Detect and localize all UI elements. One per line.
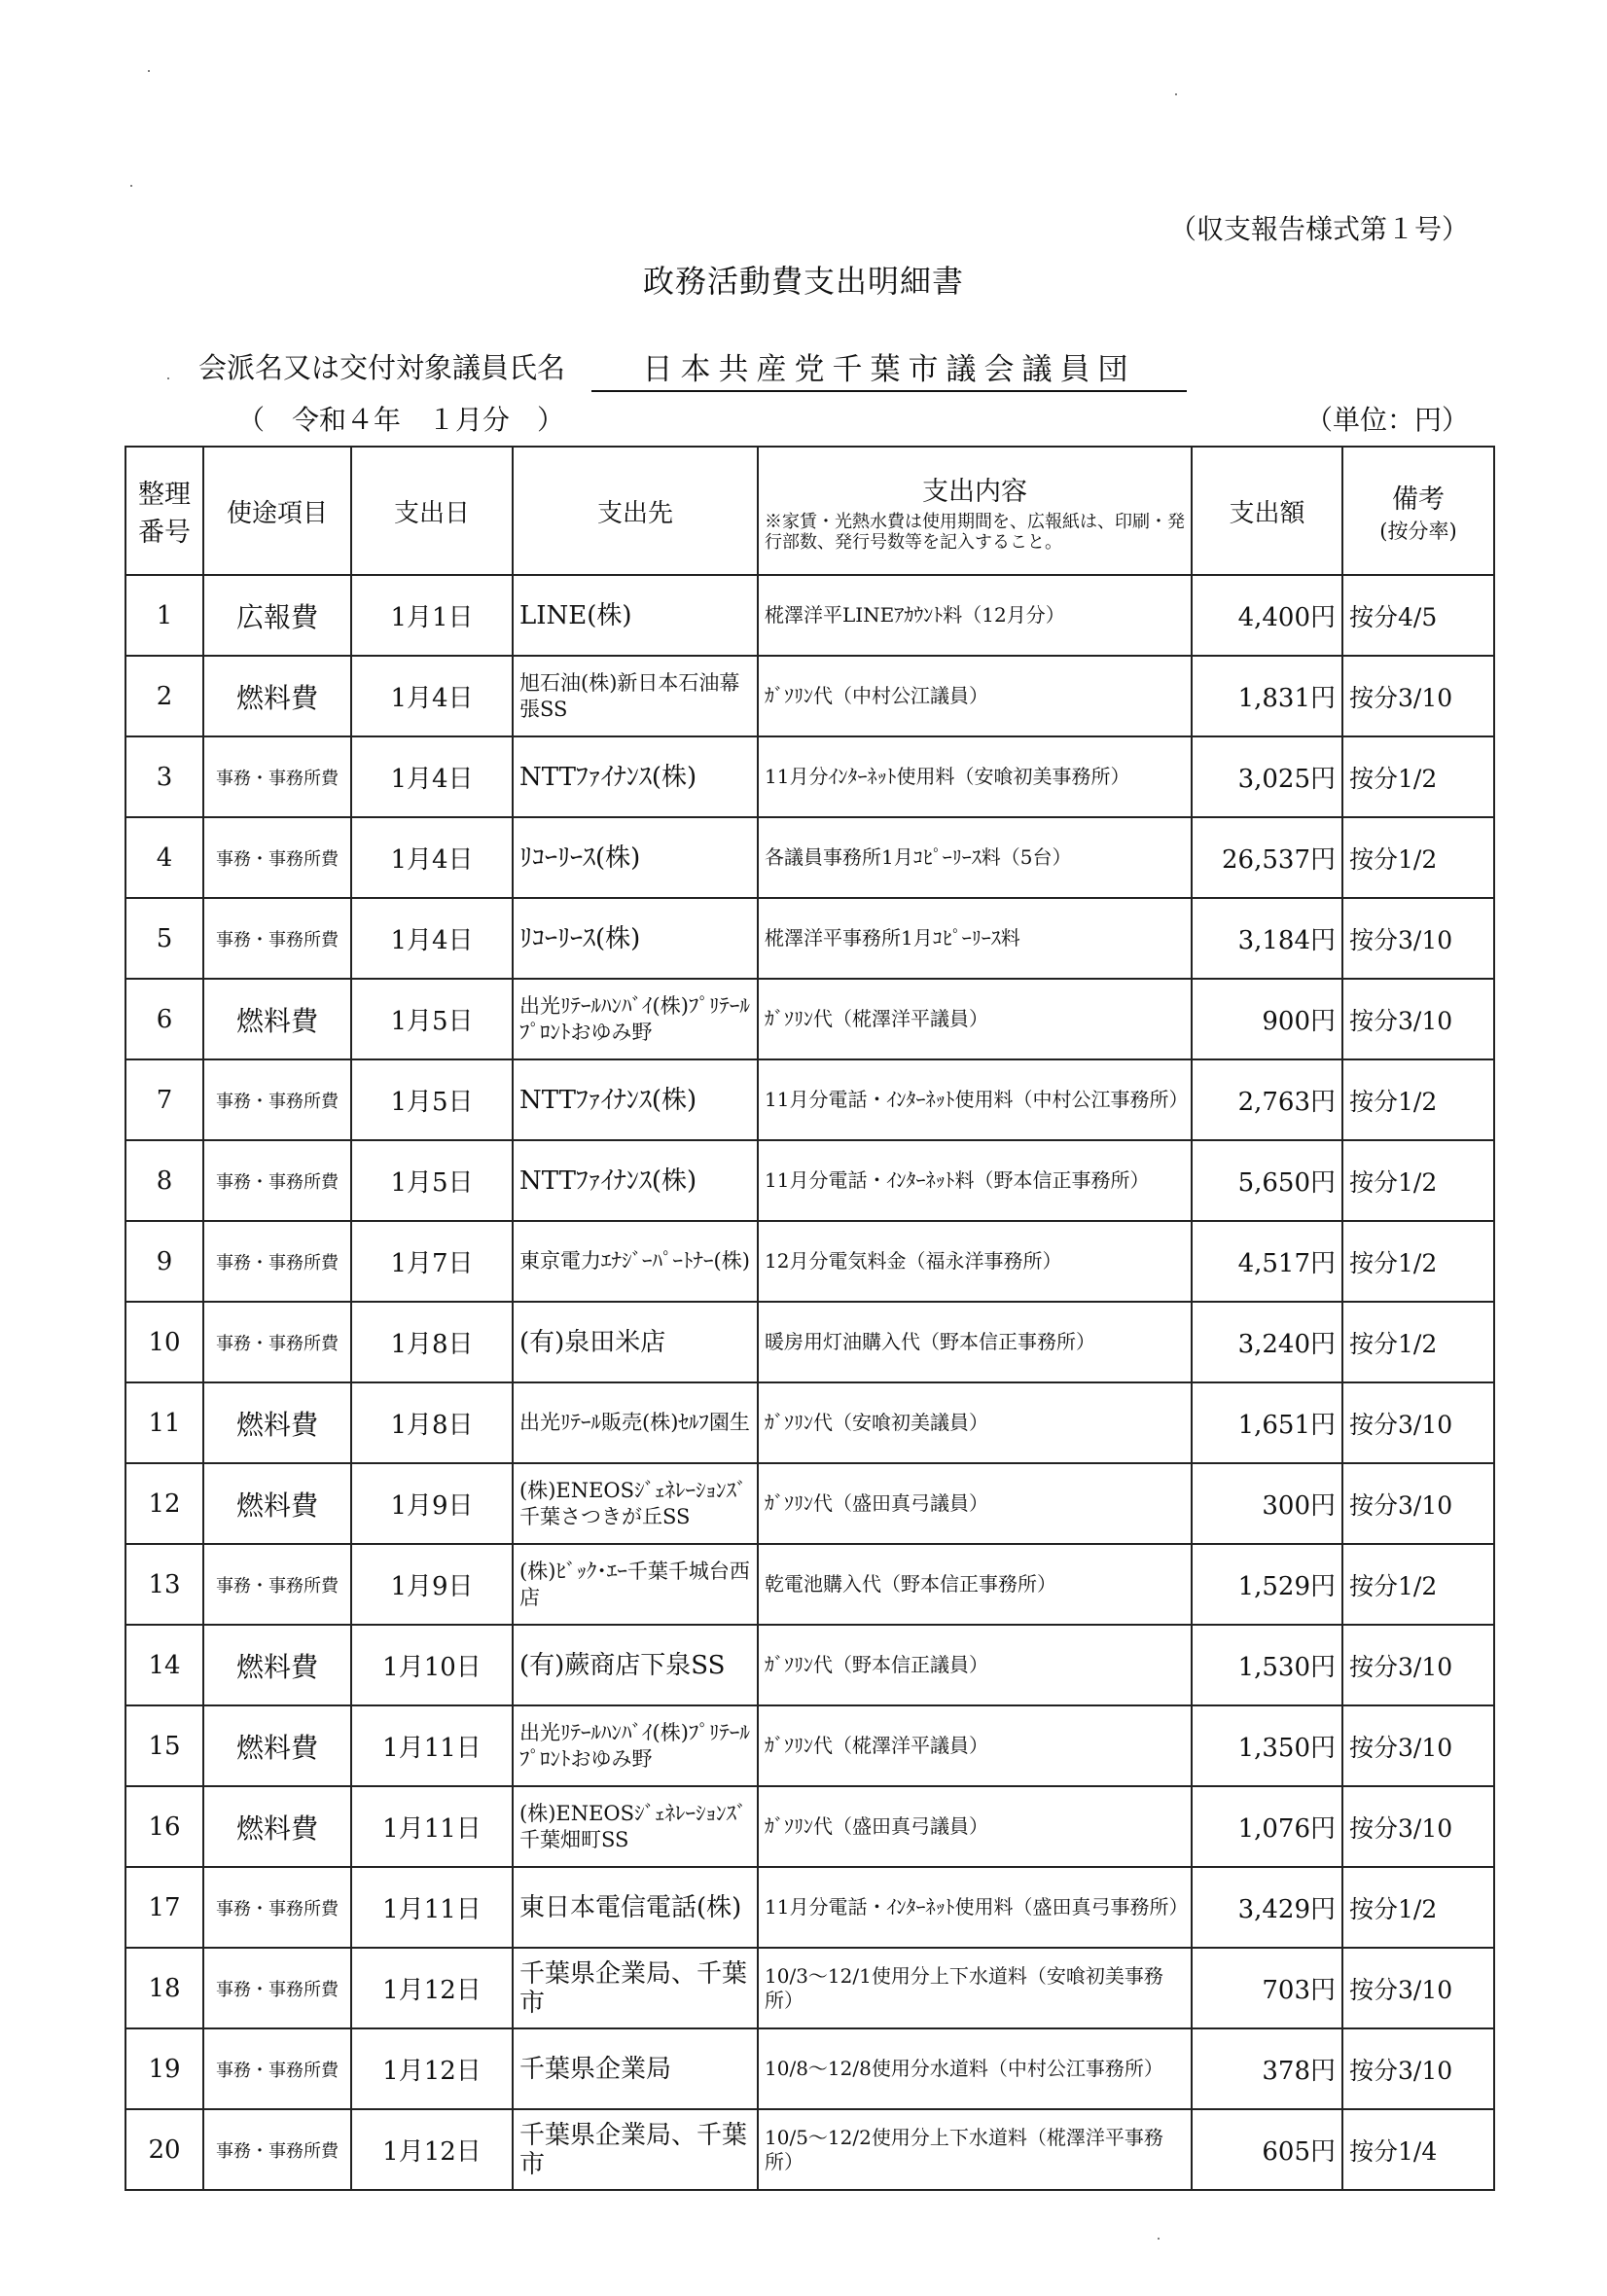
- row-note: 按分3/10: [1342, 1705, 1494, 1786]
- header-desc-note: ※家賃・光熱水費は使用期間を、広報紙は、印刷・発行部数、発行号数等を記入すること。: [765, 511, 1185, 553]
- header-desc: [758, 447, 1192, 575]
- row-number: 12: [125, 1463, 203, 1544]
- row-vendor: 出光ﾘﾃｰﾙﾊﾝﾊﾞｲ(株)ﾌﾟﾘﾃｰﾙﾌﾟﾛﾝﾄおゆみ野: [513, 1705, 758, 1786]
- row-number: 2: [125, 656, 203, 736]
- table-row: [125, 656, 1494, 736]
- scan-speck: [148, 70, 150, 72]
- row-category: 事務・事務所費: [203, 1867, 351, 1948]
- row-description: 11月分電話・ｲﾝﾀｰﾈｯﾄ使用料（中村公江事務所）: [758, 1059, 1192, 1140]
- row-description: ｶﾞｿﾘﾝ代（野本信正議員）: [758, 1625, 1192, 1705]
- row-vendor: 旭石油(株)新日本石油幕張SS: [513, 656, 758, 736]
- row-category: 事務・事務所費: [203, 2109, 351, 2190]
- table-row: [125, 1867, 1494, 1948]
- row-note: 按分1/2: [1342, 1059, 1494, 1140]
- row-description: 10/8～12/8使用分水道料（中村公江事務所）: [758, 2028, 1192, 2109]
- row-note: 按分1/2: [1342, 1867, 1494, 1948]
- scan-speck: [1175, 93, 1177, 95]
- row-note: 按分1/2: [1342, 1140, 1494, 1221]
- row-date: 1月4日: [351, 736, 513, 817]
- row-description: ｶﾞｿﾘﾝ代（盛田真弓議員）: [758, 1786, 1192, 1867]
- org-name: 日本共産党千葉市議会議員団: [591, 344, 1187, 392]
- row-amount: 1,076円: [1192, 1786, 1342, 1867]
- row-date: 1月8日: [351, 1382, 513, 1463]
- row-description: 椛澤洋平LINEｱｶｳﾝﾄ料（12月分）: [758, 575, 1192, 656]
- row-category: 燃料費: [203, 979, 351, 1059]
- header-no-line2: 番号: [138, 518, 191, 548]
- row-category: 燃料費: [203, 656, 351, 736]
- row-amount: 300円: [1192, 1463, 1342, 1544]
- row-date: 1月11日: [351, 1786, 513, 1867]
- row-note: 按分4/5: [1342, 575, 1494, 656]
- row-vendor: LINE(株): [513, 575, 758, 656]
- row-amount: 2,763円: [1192, 1059, 1342, 1140]
- row-vendor: 千葉県企業局、千葉市: [513, 2109, 758, 2190]
- row-description: 10/3～12/1使用分上下水道料（安喰初美事務所）: [758, 1948, 1192, 2028]
- scan-speck: [130, 185, 132, 187]
- header-no: [125, 447, 203, 575]
- table-row: [125, 1786, 1494, 1867]
- row-amount: 378円: [1192, 2028, 1342, 2109]
- row-description: ｶﾞｿﾘﾝ代（安喰初美議員）: [758, 1382, 1192, 1463]
- row-date: 1月4日: [351, 898, 513, 979]
- table-row: [125, 898, 1494, 979]
- row-note: 按分3/10: [1342, 1786, 1494, 1867]
- row-category: 事務・事務所費: [203, 1948, 351, 2028]
- table-header-row: [125, 447, 1494, 575]
- row-vendor: (株)ENEOSｼﾞｪﾈﾚｰｼｮﾝｽﾞ千葉さつきが丘SS: [513, 1463, 758, 1544]
- header-no-line1: 整理: [138, 480, 191, 510]
- row-vendor: (株)ﾋﾞｯｸ･ｴｰ千葉千城台西店: [513, 1544, 758, 1625]
- header-note-sub: (按分率): [1379, 519, 1457, 543]
- row-date: 1月5日: [351, 979, 513, 1059]
- row-amount: 1,651円: [1192, 1382, 1342, 1463]
- row-note: 按分3/10: [1342, 1948, 1494, 2028]
- row-number: 9: [125, 1221, 203, 1302]
- header-desc-title: 支出内容: [922, 476, 1027, 507]
- row-category: 事務・事務所費: [203, 1302, 351, 1382]
- row-date: 1月12日: [351, 2109, 513, 2190]
- table-row: [125, 575, 1494, 656]
- row-note: 按分3/10: [1342, 1382, 1494, 1463]
- row-note: 按分3/10: [1342, 1463, 1494, 1544]
- row-description: 乾電池購入代（野本信正事務所）: [758, 1544, 1192, 1625]
- table-row: [125, 1059, 1494, 1140]
- row-date: 1月10日: [351, 1625, 513, 1705]
- row-date: 1月4日: [351, 656, 513, 736]
- row-date: 1月11日: [351, 1867, 513, 1948]
- row-description: ｶﾞｿﾘﾝ代（中村公江議員）: [758, 656, 1192, 736]
- row-number: 11: [125, 1382, 203, 1463]
- row-number: 16: [125, 1786, 203, 1867]
- page-title: 政務活動費支出明細書: [642, 263, 964, 300]
- row-description: 暖房用灯油購入代（野本信正事務所）: [758, 1302, 1192, 1382]
- row-note: 按分1/2: [1342, 1221, 1494, 1302]
- row-amount: 1,831円: [1192, 656, 1342, 736]
- row-description: ｶﾞｿﾘﾝ代（盛田真弓議員）: [758, 1463, 1192, 1544]
- row-category: 燃料費: [203, 1625, 351, 1705]
- row-category: 事務・事務所費: [203, 1221, 351, 1302]
- row-note: 按分1/2: [1342, 736, 1494, 817]
- table-row: [125, 1140, 1494, 1221]
- row-amount: 3,184円: [1192, 898, 1342, 979]
- row-number: 7: [125, 1059, 203, 1140]
- row-date: 1月5日: [351, 1140, 513, 1221]
- row-number: 3: [125, 736, 203, 817]
- scan-speck: [167, 377, 169, 379]
- row-number: 13: [125, 1544, 203, 1625]
- row-number: 17: [125, 1867, 203, 1948]
- row-date: 1月9日: [351, 1544, 513, 1625]
- row-date: 1月12日: [351, 1948, 513, 2028]
- header-note-title: 備考: [1392, 484, 1445, 515]
- row-number: 5: [125, 898, 203, 979]
- row-date: 1月1日: [351, 575, 513, 656]
- row-description: 12月分電気料金（福永洋事務所）: [758, 1221, 1192, 1302]
- row-amount: 4,517円: [1192, 1221, 1342, 1302]
- row-vendor: NTTﾌｧｲﾅﾝｽ(株): [513, 1059, 758, 1140]
- row-note: 按分3/10: [1342, 898, 1494, 979]
- header-note: [1342, 447, 1494, 575]
- table-row: [125, 2028, 1494, 2109]
- row-description: ｶﾞｿﾘﾝ代（椛澤洋平議員）: [758, 979, 1192, 1059]
- row-category: 燃料費: [203, 1463, 351, 1544]
- org-label: 会派名又は交付対象議員氏名: [198, 351, 566, 384]
- table-row: [125, 979, 1494, 1059]
- row-date: 1月4日: [351, 817, 513, 898]
- row-amount: 3,429円: [1192, 1867, 1342, 1948]
- table-row: [125, 1544, 1494, 1625]
- table-row: [125, 1302, 1494, 1382]
- table-row: [125, 817, 1494, 898]
- row-note: 按分1/2: [1342, 1302, 1494, 1382]
- table-row: [125, 1705, 1494, 1786]
- row-amount: 1,529円: [1192, 1544, 1342, 1625]
- row-number: 1: [125, 575, 203, 656]
- row-vendor: 千葉県企業局、千葉市: [513, 1948, 758, 2028]
- row-vendor: 千葉県企業局: [513, 2028, 758, 2109]
- row-category: 事務・事務所費: [203, 898, 351, 979]
- row-number: 8: [125, 1140, 203, 1221]
- row-category: 事務・事務所費: [203, 1544, 351, 1625]
- table-row: [125, 736, 1494, 817]
- row-vendor: 出光ﾘﾃｰﾙ販売(株)ｾﾙﾌ園生: [513, 1382, 758, 1463]
- row-vendor: (有)泉田米店: [513, 1302, 758, 1382]
- row-amount: 3,240円: [1192, 1302, 1342, 1382]
- row-vendor: NTTﾌｧｲﾅﾝｽ(株): [513, 1140, 758, 1221]
- row-description: 11月分ｲﾝﾀｰﾈｯﾄ使用料（安喰初美事務所）: [758, 736, 1192, 817]
- table-row: [125, 1221, 1494, 1302]
- table-body: [125, 575, 1494, 2190]
- table-row: [125, 1625, 1494, 1705]
- row-category: 事務・事務所費: [203, 736, 351, 817]
- row-amount: 900円: [1192, 979, 1342, 1059]
- row-note: 按分3/10: [1342, 979, 1494, 1059]
- row-date: 1月8日: [351, 1302, 513, 1382]
- row-amount: 4,400円: [1192, 575, 1342, 656]
- table-row: [125, 1948, 1494, 2028]
- expense-table: [125, 446, 1495, 2191]
- header-amount: 支出額: [1192, 447, 1342, 575]
- row-vendor: (有)蕨商店下泉SS: [513, 1625, 758, 1705]
- row-vendor: ﾘｺｰﾘｰｽ(株): [513, 898, 758, 979]
- row-description: 椛澤洋平事務所1月ｺﾋﾟｰﾘｰｽ料: [758, 898, 1192, 979]
- row-vendor: ﾘｺｰﾘｰｽ(株): [513, 817, 758, 898]
- row-note: 按分3/10: [1342, 1625, 1494, 1705]
- row-category: 燃料費: [203, 1382, 351, 1463]
- row-number: 18: [125, 1948, 203, 2028]
- row-number: 20: [125, 2109, 203, 2190]
- scan-speck: [1158, 2238, 1160, 2240]
- row-number: 6: [125, 979, 203, 1059]
- row-number: 19: [125, 2028, 203, 2109]
- row-vendor: 東京電力ｴﾅｼﾞｰﾊﾟｰﾄﾅｰ(株): [513, 1221, 758, 1302]
- row-number: 15: [125, 1705, 203, 1786]
- table-row: [125, 1463, 1494, 1544]
- header-vendor: 支出先: [513, 447, 758, 575]
- row-amount: 26,537円: [1192, 817, 1342, 898]
- row-category: 広報費: [203, 575, 351, 656]
- row-vendor: (株)ENEOSｼﾞｪﾈﾚｰｼｮﾝｽﾞ千葉畑町SS: [513, 1786, 758, 1867]
- row-date: 1月7日: [351, 1221, 513, 1302]
- row-vendor: 出光ﾘﾃｰﾙﾊﾝﾊﾞｲ(株)ﾌﾟﾘﾃｰﾙﾌﾟﾛﾝﾄおゆみ野: [513, 979, 758, 1059]
- row-category: 事務・事務所費: [203, 1140, 351, 1221]
- row-date: 1月12日: [351, 2028, 513, 2109]
- table-row: [125, 2109, 1494, 2190]
- row-amount: 1,350円: [1192, 1705, 1342, 1786]
- row-note: 按分1/2: [1342, 817, 1494, 898]
- row-category: 事務・事務所費: [203, 1059, 351, 1140]
- row-date: 1月11日: [351, 1705, 513, 1786]
- row-amount: 3,025円: [1192, 736, 1342, 817]
- period: （ 令和４年 １月分 ）: [237, 404, 565, 436]
- row-category: 燃料費: [203, 1705, 351, 1786]
- row-number: 14: [125, 1625, 203, 1705]
- row-description: 11月分電話・ｲﾝﾀｰﾈｯﾄ料（野本信正事務所）: [758, 1140, 1192, 1221]
- row-amount: 1,530円: [1192, 1625, 1342, 1705]
- row-description: 各議員事務所1月ｺﾋﾟｰﾘｰｽ料（5台）: [758, 817, 1192, 898]
- row-note: 按分3/10: [1342, 2028, 1494, 2109]
- row-number: 4: [125, 817, 203, 898]
- row-amount: 703円: [1192, 1948, 1342, 2028]
- row-number: 10: [125, 1302, 203, 1382]
- row-date: 1月5日: [351, 1059, 513, 1140]
- row-note: 按分1/2: [1342, 1544, 1494, 1625]
- header-date: 支出日: [351, 447, 513, 575]
- row-date: 1月9日: [351, 1463, 513, 1544]
- row-vendor: NTTﾌｧｲﾅﾝｽ(株): [513, 736, 758, 817]
- row-category: 事務・事務所費: [203, 2028, 351, 2109]
- row-description: ｶﾞｿﾘﾝ代（椛澤洋平議員）: [758, 1705, 1192, 1786]
- header-category: 使途項目: [203, 447, 351, 575]
- unit-label: （単位：円）: [1304, 404, 1469, 436]
- row-amount: 5,650円: [1192, 1140, 1342, 1221]
- table-row: [125, 1382, 1494, 1463]
- row-description: 10/5～12/2使用分上下水道料（椛澤洋平事務所）: [758, 2109, 1192, 2190]
- row-note: 按分1/4: [1342, 2109, 1494, 2190]
- row-category: 事務・事務所費: [203, 817, 351, 898]
- row-note: 按分3/10: [1342, 656, 1494, 736]
- form-number: （収支報告様式第１号）: [1168, 213, 1469, 245]
- row-category: 燃料費: [203, 1786, 351, 1867]
- row-amount: 605円: [1192, 2109, 1342, 2190]
- row-description: 11月分電話・ｲﾝﾀｰﾈｯﾄ使用料（盛田真弓事務所）: [758, 1867, 1192, 1948]
- row-vendor: 東日本電信電話(株): [513, 1867, 758, 1948]
